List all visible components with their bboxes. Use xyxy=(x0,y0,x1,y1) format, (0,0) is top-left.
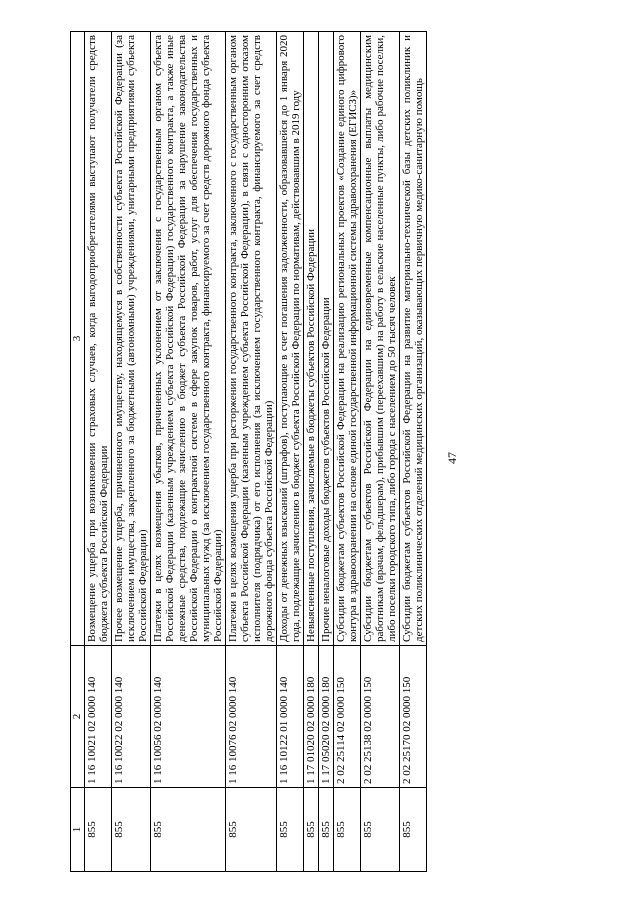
admin-code-cell: 855 xyxy=(151,788,226,872)
budget-code-cell: 2 02 25138 02 0000 150 xyxy=(361,646,400,788)
budget-code-cell: 1 17 05020 02 0000 180 xyxy=(319,646,334,788)
admin-code-cell: 855 xyxy=(334,788,361,872)
table-row xyxy=(226,32,277,872)
admin-code-cell: 855 xyxy=(85,788,112,872)
budget-code-cell: 2 02 25114 02 0000 150 xyxy=(334,646,361,788)
description-cell: Субсидии бюджетам субъектов Российской Федерации на реализацию региональных проектов «Создание единого цифрового контура в здравоохранении на основе единой государственной информационной системы здравоохранения (ЕГИСЗ)» xyxy=(334,32,361,646)
budget-code-cell: 1 17 01020 02 0000 180 xyxy=(304,646,319,788)
admin-code-cell: 855 xyxy=(277,788,304,872)
description-cell: Субсидии бюджетам субъектов Российской Федерации на развитие материально-технической базы детских поликлиник и детских поликлинических отделений медицинских организаций, оказывающих первичную медико-санитарную помощь xyxy=(400,32,427,646)
admin-code-cell: 855 xyxy=(361,788,400,872)
table-row xyxy=(319,32,334,872)
admin-code-cell: 855 xyxy=(112,788,151,872)
header-cell: 1 xyxy=(71,788,85,872)
revenue-codes-table xyxy=(70,31,427,872)
budget-code-cell: 1 16 10056 02 0000 140 xyxy=(151,646,226,788)
header-cell: 3 xyxy=(71,32,85,646)
page-number: 47 xyxy=(445,452,459,464)
table-row xyxy=(334,32,361,872)
admin-code-cell: 855 xyxy=(400,788,427,872)
table-row xyxy=(85,32,112,872)
description-cell: Доходы от денежных взысканий (штрафов), поступающие в счет погашения задолженности, образовавшейся до 1 января 2020 года, подлежащие зачислению в бюджет субъекта Российской Федерации по нормативам, действовавшим в 2019 году xyxy=(277,32,304,646)
description-cell: Платежи в целях возмещения ущерба при расторжении государственного контракта, заключенного с государственным органом субъекта Российской Федерации (казенным учреждением субъекта Российской Федерации), в связи с односторонним отказом исполнителя (подрядчика) от его исполнения (за исключением государственного контракта, финансируемого за счет средств дорожного фонда субъекта Российской Федерации) xyxy=(226,32,277,646)
description-cell: Субсидии бюджетам субъектов Российской Федерации на единовременные компенсационные выплаты медицинским работникам (врачам, фельдшерам), прибывшим (переехавшим) на работу в сельские населенные пункты, либо рабочие поселки, либо поселки городского типа, либо города с населением до 50 тысяч человек xyxy=(361,32,400,646)
table-row xyxy=(361,32,400,872)
admin-code-cell: 855 xyxy=(304,788,319,872)
description-cell: Прочее возмещение ущерба, причиненного имуществу, находящемуся в собственности субъекта Российской Федерации (за исключением имущества, закрепленного за бюджетными (автономными) учреждениями, унитарными предприятиями субъекта Российской Федерации) xyxy=(112,32,151,646)
header-cell: 2 xyxy=(71,646,85,788)
description-cell: Прочие неналоговые доходы бюджетов субъектов Российской Федерации xyxy=(319,32,334,646)
admin-code-cell: 855 xyxy=(319,788,334,872)
table-row xyxy=(304,32,319,872)
description-cell: Невыясненные поступления, зачисляемые в бюджеты субъектов Российской Федерации xyxy=(304,32,319,646)
budget-code-cell: 1 16 10022 02 0000 140 xyxy=(112,646,151,788)
admin-code-cell: 855 xyxy=(226,788,277,872)
description-cell: Платежи в целях возмещения убытков, причиненных уклонением от заключения с государственным органом субъекта Российской Федерации (казенным учреждением субъекта Российской Федерации) государственного контракта, а также иные денежные средства, подлежащие зачислению в бюджет субъекта Российской Федерации за нарушение законодательства Российской Федерации о контрактной системе в сфере закупок товаров, работ, услуг для обеспечения государственных и муниципальных нужд (за исключением государственного контракта, финансируемого за счет средств дорожного фонда субъекта Российской Федерации) xyxy=(151,32,226,646)
table-row xyxy=(112,32,151,872)
budget-code-cell: 1 16 10076 02 0000 140 xyxy=(226,646,277,788)
table-row xyxy=(151,32,226,872)
budget-code-cell: 2 02 25170 02 0000 150 xyxy=(400,646,427,788)
table-header-row xyxy=(71,32,85,872)
table-row xyxy=(400,32,427,872)
description-cell: Возмещение ущерба при возникновении страховых случаев, когда выгодоприобретателями выступают получатели средств бюджета субъекта Российской Федерации xyxy=(85,32,112,646)
rotated-table-sheet xyxy=(70,32,630,872)
budget-code-cell: 1 16 10021 02 0000 140 xyxy=(85,646,112,788)
budget-code-cell: 1 16 10122 01 0000 140 xyxy=(277,646,304,788)
table-row xyxy=(277,32,304,872)
